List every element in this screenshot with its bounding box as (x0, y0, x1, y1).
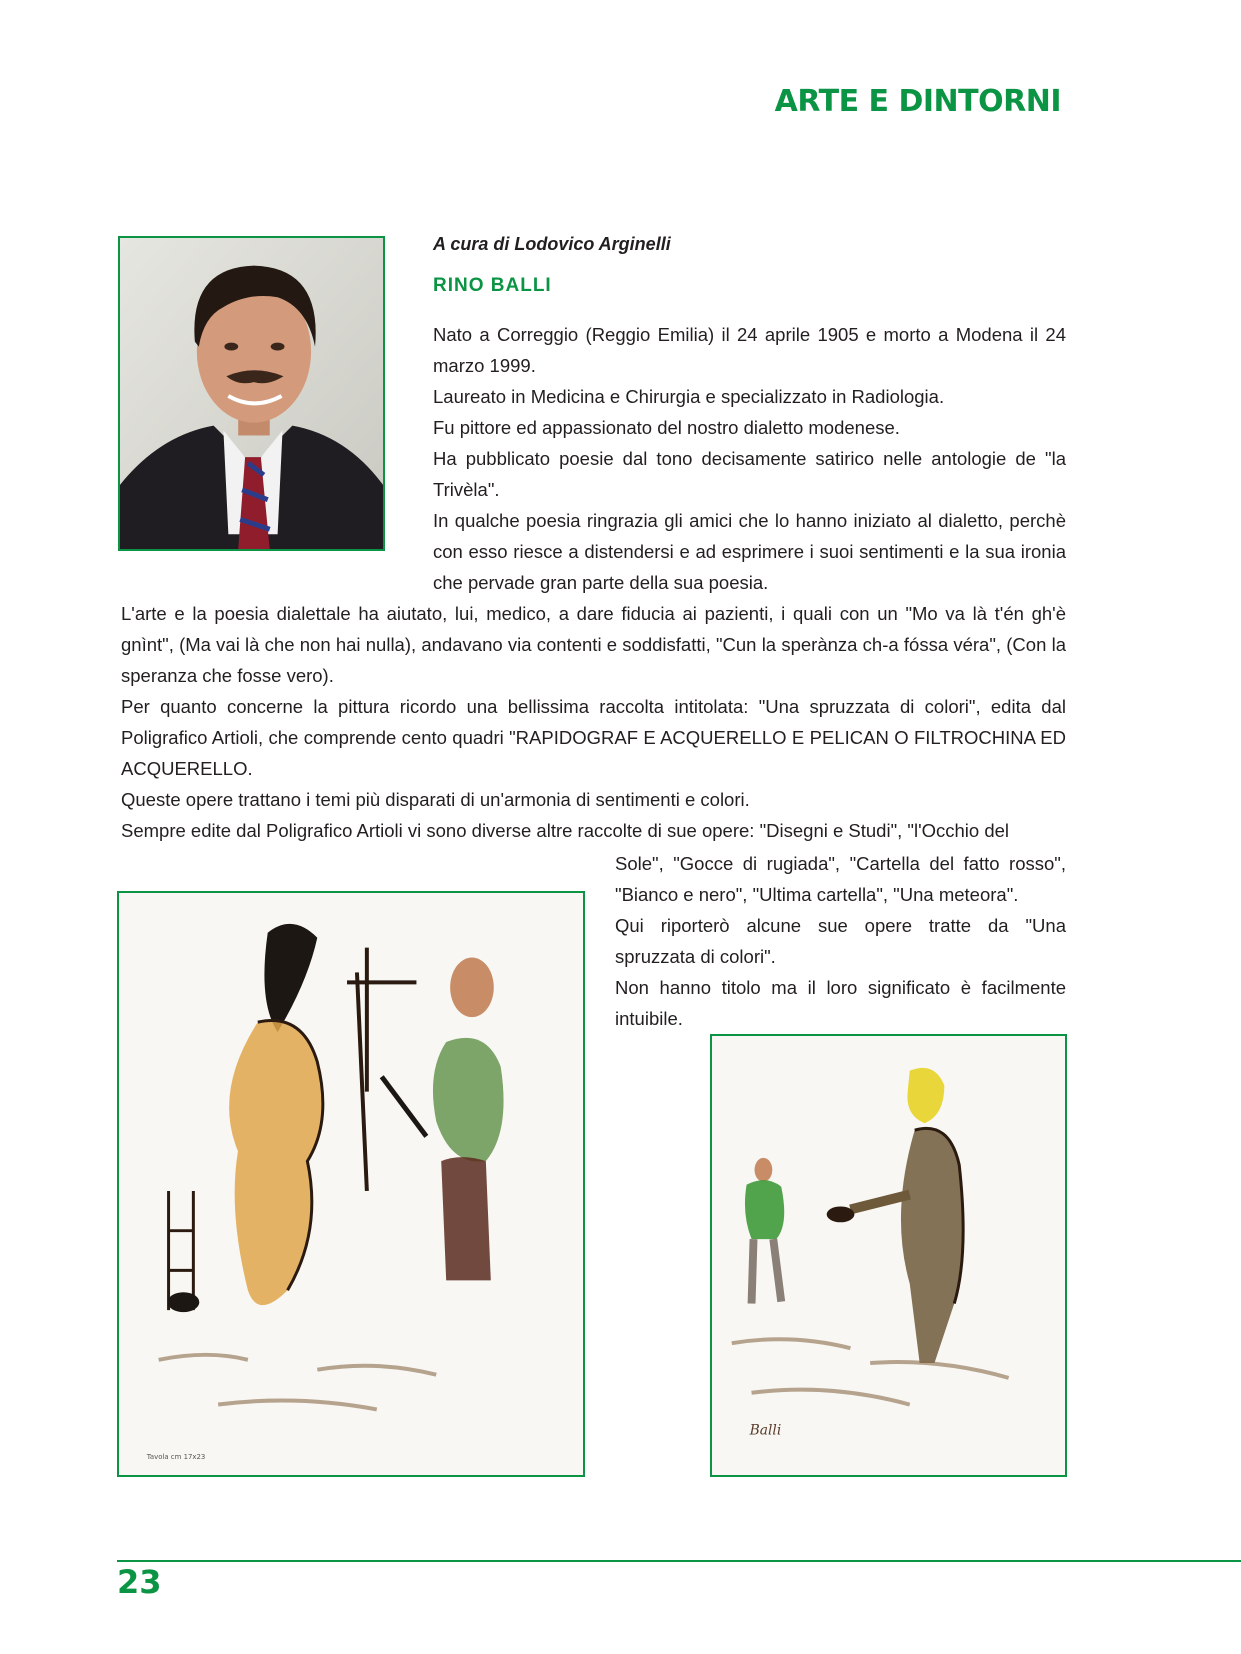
lower-paragraph: Non hanno titolo ma il loro significato è facilmente intuibile. (615, 977, 1066, 1029)
body-paragraph: Queste opere trattano i temi più disparati di un'armonia di sentimenti e colori. (121, 789, 750, 810)
body-paragraph: Per quanto concerne la pittura ricordo una bellissima raccolta intitolata: "Una spruzzata di colori", edita dal Poligrafico Artioli, che comprende cento quadri "RAPIDOGRAF E ACQUERELLO E PELICAN O FILTROCHINA ED ACQUERELLO. (121, 696, 1066, 779)
article-byline: A cura di Lodovico Arginelli (433, 234, 671, 254)
painting-beggar-and-child (710, 1034, 1067, 1477)
section-title: ARTE E DINTORNI (774, 84, 1061, 119)
painting-signature: Balli (749, 1422, 782, 1439)
bio-paragraph: Ha pubblicato poesie dal tono decisamente satirico nelle antologie de "la Trivèla". (433, 448, 1066, 500)
bio-paragraph: Fu pittore ed appassionato del nostro dialetto modenese. (433, 417, 900, 438)
page-number: 23 (117, 1563, 162, 1601)
bio-paragraph: Nato a Correggio (Reggio Emilia) il 24 aprile 1905 e morto a Modena il 24 marzo 1999. (433, 324, 1066, 376)
article-subject: RINO BALLI (433, 275, 552, 296)
bio-paragraph: Laureato in Medicina e Chirurgia e specializzato in Radiologia. (433, 386, 945, 407)
lower-text (615, 848, 1066, 1034)
body-text (121, 598, 1066, 846)
portrait-photo (120, 238, 383, 549)
body-paragraph: Sempre edite dal Poligrafico Artioli vi sono diverse altre raccolte di sue opere: "Disegni e Studi", "l'Occhio del (121, 820, 1010, 841)
author-portrait (118, 236, 385, 551)
lower-paragraph: Qui riporterò alcune sue opere tratte da "Una spruzzata di colori". (615, 915, 1066, 967)
lower-paragraph: Sole", "Gocce di rugiada", "Cartella del fatto rosso", "Bianco e nero", "Ultima cartella", "Una meteora". (615, 853, 1066, 905)
bio-paragraph: In qualche poesia ringrazia gli amici che lo hanno iniziato al dialetto, perchè con esso riesce a distendersi e ad esprimere i suoi sentimenti e la sua ironia che pervade gran parte della sua poesia. (433, 510, 1066, 593)
painting-illustration (119, 893, 583, 1475)
painting-artist-and-model (117, 891, 585, 1477)
bio-text (433, 319, 1066, 598)
painting-caption: Tavola cm 17x23 (146, 1453, 206, 1462)
footer-divider (117, 1560, 1241, 1562)
painting-illustration (712, 1036, 1065, 1475)
body-paragraph: L'arte e la poesia dialettale ha aiutato, lui, medico, a dare fiducia ai pazienti, i quali con un "Mo va là t'én gh'è gnìnt", (Ma vai là che non hai nulla), andavano via contenti e soddisfatti, "Cun la sperànza ch-a fóssa véra", (Con la speranza che fosse vero). (121, 603, 1066, 686)
